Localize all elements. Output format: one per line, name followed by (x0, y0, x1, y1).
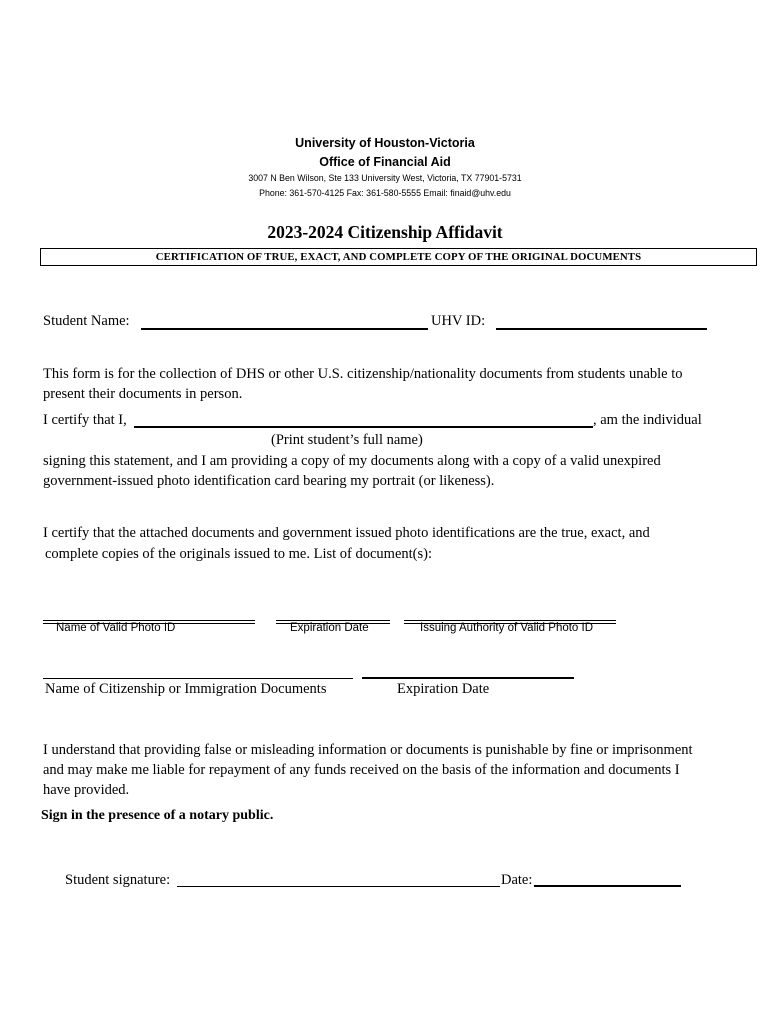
certify-suffix: , am the individual (593, 412, 702, 428)
attached-text-line-1: I certify that the attached documents and government issued photo identifications are the true, exact, and (43, 525, 650, 541)
understand-text-line-1: I understand that providing false or misleading information or documents is punishable by fine or imprisonment (43, 742, 693, 758)
photo-id-name-label: Name of Valid Photo ID (56, 622, 176, 634)
print-name-hint: (Print student’s full name) (271, 432, 423, 448)
signing-text-line-1: signing this statement, and I am providing a copy of my documents along with a copy of a valid unexpired (43, 453, 661, 469)
signature-field[interactable] (177, 886, 500, 887)
uhv-id-label: UHV ID: (431, 313, 486, 329)
citizenship-doc-expiration-field[interactable] (362, 677, 574, 679)
student-name-label: Student Name: (43, 313, 130, 329)
office-address: 3007 N Ben Wilson, Ste 133 University West, Victoria, TX 77901-5731 (248, 173, 522, 183)
office-name: Office of Financial Aid (319, 155, 451, 169)
understand-text-line-3: have provided. (43, 782, 130, 798)
university-name: University of Houston-Victoria (295, 136, 475, 150)
understand-text-line-2: and may make me liable for repayment of any funds received on the basis of the information and documents I (43, 762, 680, 778)
certify-prefix: I certify that I, (43, 412, 127, 428)
date-field[interactable] (534, 885, 681, 887)
intro-text-line-2: present their documents in person. (43, 386, 243, 402)
uhv-id-field[interactable] (496, 328, 707, 330)
photo-id-authority-label: Issuing Authority of Valid Photo ID (420, 622, 594, 634)
date-label: Date: (501, 872, 533, 888)
intro-text-line-1: This form is for the collection of DHS or other U.S. citizenship/nationality documents from students unable to (43, 366, 683, 382)
signature-label: Student signature: (65, 872, 171, 888)
signing-text-line-2: government-issued photo identification card bearing my portrait (or likeness). (43, 473, 495, 489)
certification-banner-text: CERTIFICATION OF TRUE, EXACT, AND COMPLETE COPY OF THE ORIGINAL DOCUMENTS (155, 251, 642, 263)
citizenship-doc-name-label: Name of Citizenship or Immigration Documents (45, 681, 327, 697)
notary-note: Sign in the presence of a notary public. (41, 808, 274, 823)
certification-banner (40, 248, 757, 266)
page-title: 2023-2024 Citizenship Affidavit (267, 222, 503, 242)
citizenship-doc-expiration-label: Expiration Date (397, 681, 490, 697)
student-name-field[interactable] (141, 328, 428, 330)
full-name-field[interactable] (134, 426, 593, 428)
photo-id-expiration-label: Expiration Date (290, 622, 369, 634)
citizenship-doc-name-field[interactable] (43, 678, 353, 679)
attached-text-line-2: complete copies of the originals issued to me. List of document(s): (45, 546, 432, 562)
office-contact: Phone: 361-570-4125 Fax: 361-580-5555 Email: finaid@uhv.edu (259, 188, 511, 198)
